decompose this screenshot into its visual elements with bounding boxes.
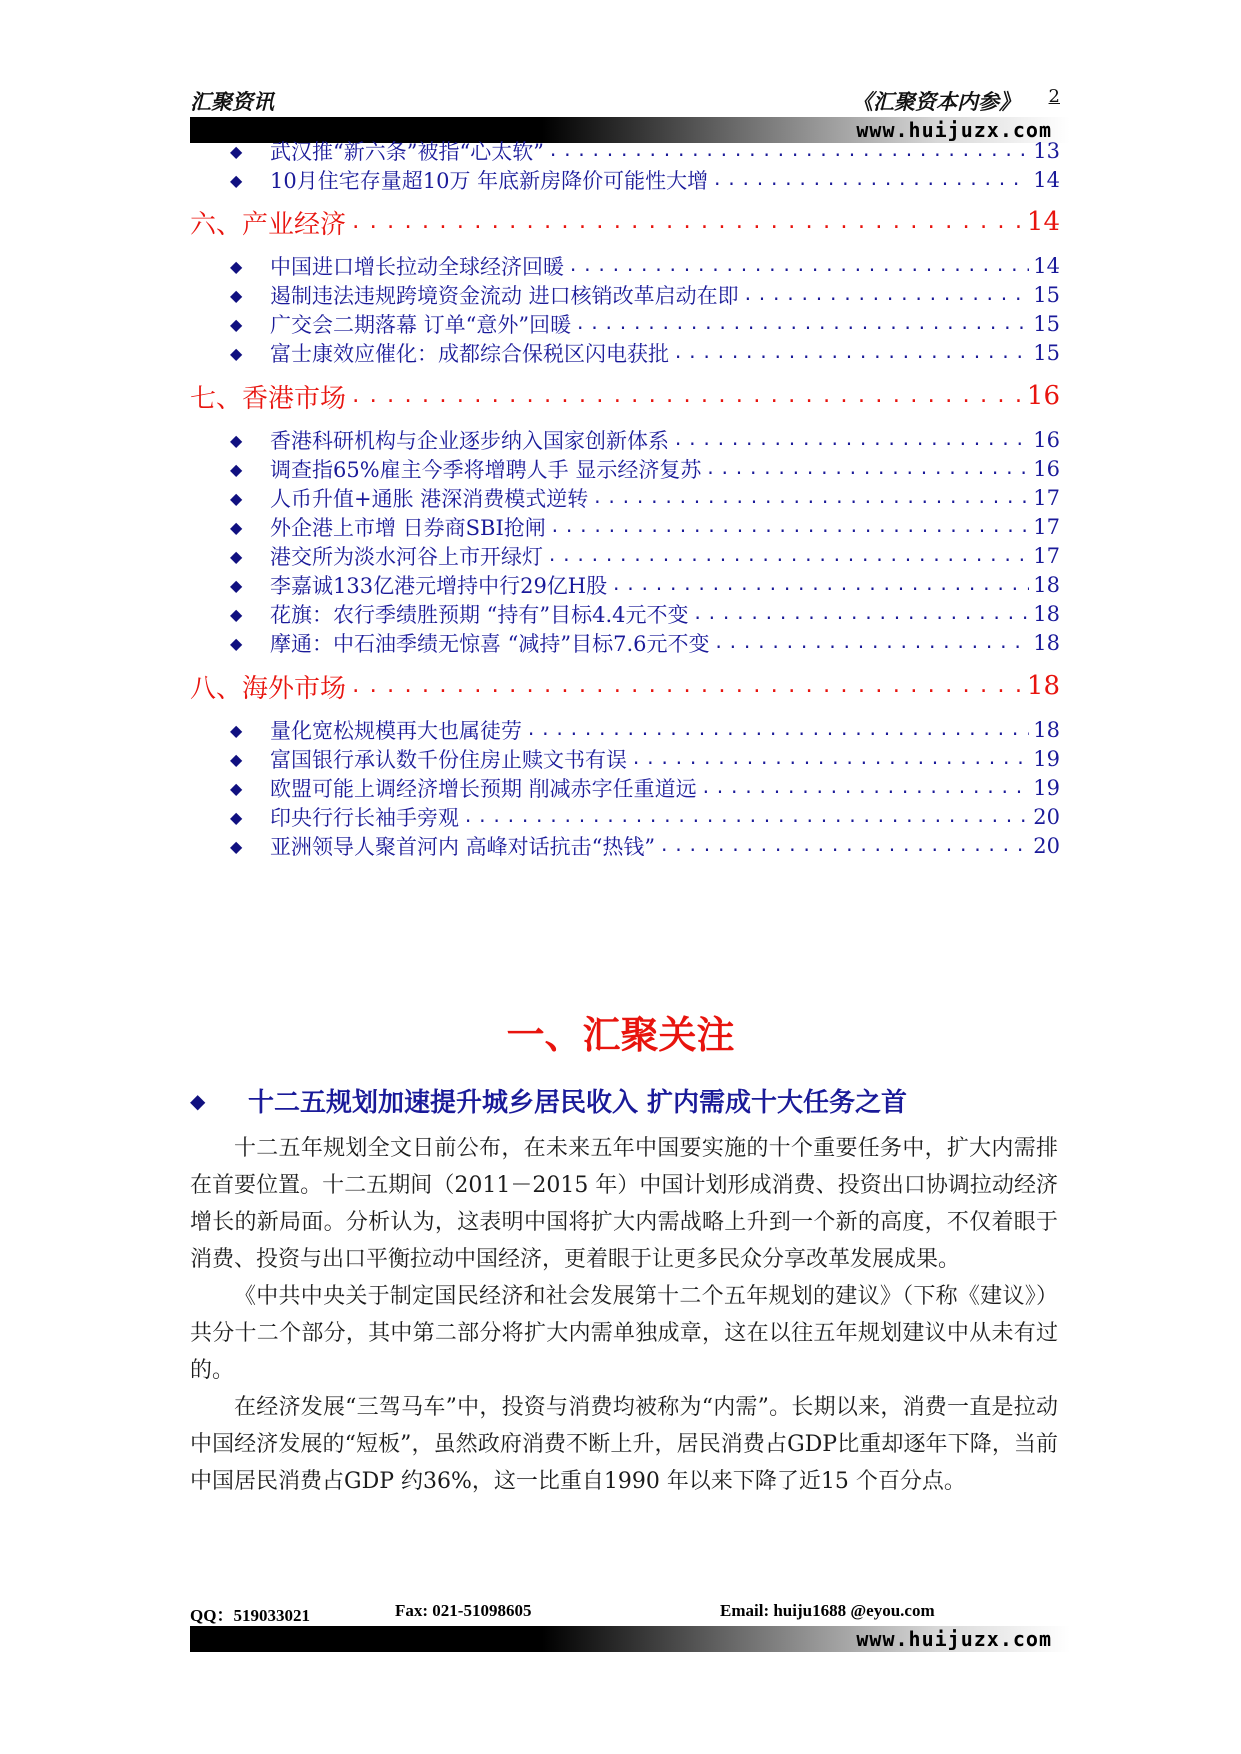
diamond-bullet-icon: ◆ — [230, 141, 243, 161]
toc-item[interactable] — [230, 628, 1060, 658]
footer-bar — [190, 1626, 1070, 1652]
footer-qq: QQ：519033021 — [190, 1606, 310, 1625]
toc-leader — [693, 604, 1030, 624]
toc-item-page: 16 — [1033, 428, 1060, 452]
diamond-bullet-icon: ◆ — [230, 546, 243, 566]
toc-item-page: 19 — [1033, 776, 1060, 800]
toc-item[interactable] — [230, 773, 1060, 803]
footer-email[interactable]: Email: huiju1688 @eyou.com — [720, 1601, 935, 1620]
toc-item-title: 港交所为淡水河谷上市开绿灯 — [270, 545, 543, 569]
toc-item[interactable] — [230, 744, 1060, 774]
toc-item[interactable] — [230, 338, 1060, 368]
toc-item-title: 香港科研机构与企业逐步纳入国家创新体系 — [270, 429, 669, 453]
toc-item-title: 外企港上市增 日券商SBI抢闸 — [270, 516, 546, 540]
toc-section-title: 八、海外市场 — [190, 673, 347, 704]
diamond-bullet-icon: ◆ — [230, 633, 243, 653]
diamond-bullet-icon: ◆ — [230, 314, 243, 334]
toc-item[interactable] — [230, 280, 1060, 310]
toc-leader — [712, 170, 1029, 190]
toc-item[interactable] — [230, 454, 1060, 484]
article-title-text: 十二五规划加速提升城乡居民收入 扩内需成十大任务之首 — [248, 1088, 908, 1118]
article-title — [190, 1082, 1060, 1119]
toc-leader — [659, 836, 1029, 856]
toc-item-title: 印央行行长袖手旁观 — [270, 806, 459, 830]
toc-item-page: 20 — [1033, 805, 1060, 829]
toc-section-title: 七、香港市场 — [190, 383, 347, 414]
article-paragraph: 《中共中央关于制定国民经济和社会发展第十二个五年规划的建议》（下称《建议》）共分十二个部分，其中第二部分将扩大内需单独成章，这在以往五年规划建议中从未有过的。 — [190, 1284, 1058, 1383]
page-footer — [190, 1601, 1060, 1625]
diamond-bullet-icon: ◆ — [230, 517, 243, 537]
toc-item[interactable] — [230, 251, 1060, 281]
diamond-bullet-icon: ◆ — [230, 778, 243, 798]
article-paragraph: 十二五年规划全文日前公布，在未来五年中国要实施的十个重要任务中，扩大内需排在首要位置。十二五期间（2011－2015 年）中国计划形成消费、投资出口协调拉动经济增长的新局面。分析认为，这表明中国将扩大内需战略上升到一个新的高度，不仅着眼于消费、投资与出口平衡拉动中国经济，更着眼于让更多民众分享改革发展成果。 — [190, 1136, 1058, 1272]
footer-fax: Fax: 021-51098605 — [395, 1601, 532, 1620]
toc-section-page: 14 — [1026, 207, 1060, 237]
toc-item[interactable] — [230, 136, 1060, 166]
toc-item-page: 14 — [1033, 254, 1060, 278]
diamond-bullet-icon: ◆ — [230, 836, 243, 856]
chapter-title: 一、汇聚关注 — [506, 1012, 735, 1057]
article-body — [190, 1130, 1058, 1500]
toc-item-title: 广交会二期落幕 订单“意外”回暖 — [270, 313, 572, 337]
toc-item-title: 花旗：农行季绩胜预期 “持有”目标4.4元不变 — [270, 603, 689, 627]
toc-item-title: 量化宽松规模再大也属徒劳 — [270, 719, 522, 743]
toc-leader — [550, 517, 1029, 537]
toc-item-page: 18 — [1033, 631, 1060, 655]
toc-item-page: 18 — [1033, 718, 1060, 742]
toc-leader — [463, 807, 1029, 827]
toc-item[interactable] — [230, 802, 1060, 832]
toc-leader — [548, 141, 1029, 161]
toc-item-title: 欧盟可能上调经济增长预期 削减赤字任重道远 — [270, 777, 697, 801]
toc-item-page: 17 — [1033, 486, 1060, 510]
toc-item-page: 14 — [1033, 168, 1060, 192]
toc-item-title: 武汉推“新六条”被指“心太软” — [270, 140, 544, 164]
diamond-bullet-icon: ◆ — [230, 720, 243, 740]
toc-leader — [592, 488, 1029, 508]
toc-leader — [350, 211, 1023, 233]
toc-leader — [743, 285, 1030, 305]
toc-item-title: 亚洲领导人聚首河内 高峰对话抗击“热钱” — [270, 835, 656, 859]
toc-item-page: 16 — [1033, 457, 1060, 481]
header-site-link[interactable]: www.huijuzx.com — [856, 118, 1052, 142]
toc-item-title: 调查指65%雇主今季将增聘人手 显示经济复苏 — [270, 458, 702, 482]
toc-item-page: 17 — [1033, 544, 1060, 568]
toc-item-page: 17 — [1033, 515, 1060, 539]
toc-leader — [350, 675, 1023, 697]
toc-leader — [673, 430, 1029, 450]
toc-section[interactable] — [190, 378, 1060, 414]
toc-section-title: 六、产业经济 — [190, 209, 347, 240]
toc-section[interactable] — [190, 204, 1060, 240]
toc-leader — [673, 343, 1029, 363]
toc-leader — [631, 749, 1029, 769]
toc-item[interactable] — [230, 309, 1060, 339]
toc-item-title: 李嘉诚133亿港元增持中行29亿H股 — [270, 574, 608, 598]
toc-item-page: 19 — [1033, 747, 1060, 771]
page-number: 2 — [1048, 86, 1060, 107]
toc-item[interactable] — [230, 425, 1060, 455]
header-publisher: 汇聚资讯 — [190, 89, 274, 114]
toc-item-page: 18 — [1033, 602, 1060, 626]
toc-leader — [714, 633, 1030, 653]
toc-leader — [575, 314, 1029, 334]
diamond-bullet-icon: ◆ — [230, 256, 243, 276]
toc-item-page: 15 — [1033, 312, 1060, 336]
toc-section-page: 18 — [1026, 671, 1060, 701]
toc-section-page: 16 — [1026, 381, 1060, 411]
diamond-bullet-icon: ◆ — [230, 430, 243, 450]
toc-item[interactable] — [230, 165, 1060, 195]
toc-leader — [568, 256, 1029, 276]
footer-site-link[interactable]: www.huijuzx.com — [856, 1627, 1052, 1651]
toc-item[interactable] — [230, 512, 1060, 542]
diamond-bullet-icon: ◆ — [230, 749, 243, 769]
toc-leader — [705, 459, 1029, 479]
toc-item-page: 18 — [1033, 573, 1060, 597]
toc-leader — [350, 385, 1023, 407]
toc-leader — [547, 546, 1029, 566]
toc-item-title: 10月住宅存量超10万 年底新房降价可能性大增 — [270, 169, 709, 193]
diamond-bullet-icon: ◆ — [230, 575, 243, 595]
diamond-bullet-icon: ◆ — [190, 1088, 206, 1113]
toc-item-title: 人币升值+通胀 港深消费模式逆转 — [270, 487, 589, 511]
toc-item[interactable] — [230, 541, 1060, 571]
diamond-bullet-icon: ◆ — [230, 343, 243, 363]
toc-item[interactable] — [230, 483, 1060, 513]
article-paragraph: 在经济发展“三驾马车”中，投资与消费均被称为“内需”。长期以来，消费一直是拉动中国经济发展的“短板”，虽然政府消费不断上升，居民消费占GDP比重却逐年下降，当前中国居民消费占GDP 约36%，这一比重自1990 年以来下降了近15 个百分点。 — [190, 1395, 1058, 1494]
toc-item-page: 20 — [1033, 834, 1060, 858]
toc-item-page: 13 — [1033, 139, 1060, 163]
toc-item-title: 富国银行承认数千份住房止赎文书有误 — [270, 748, 627, 772]
toc-item[interactable] — [230, 570, 1060, 600]
toc-leader — [611, 575, 1029, 595]
toc-section[interactable] — [190, 668, 1060, 704]
toc-leader — [701, 778, 1030, 798]
diamond-bullet-icon: ◆ — [230, 807, 243, 827]
toc-item[interactable] — [230, 715, 1060, 745]
toc-item-title: 遏制违法违规跨境资金流动 进口核销改革启动在即 — [270, 284, 739, 308]
toc-item-page: 15 — [1033, 283, 1060, 307]
diamond-bullet-icon: ◆ — [230, 604, 243, 624]
diamond-bullet-icon: ◆ — [230, 285, 243, 305]
diamond-bullet-icon: ◆ — [230, 170, 243, 190]
toc-item[interactable] — [230, 831, 1060, 861]
toc-item[interactable] — [230, 599, 1060, 629]
diamond-bullet-icon: ◆ — [230, 488, 243, 508]
toc-item-title: 富士康效应催化：成都综合保税区闪电获批 — [270, 342, 669, 366]
toc-item-page: 15 — [1033, 341, 1060, 365]
toc-item-title: 摩通：中石油季绩无惊喜 “减持”目标7.6元不变 — [270, 632, 710, 656]
toc-item-title: 中国进口增长拉动全球经济回暖 — [270, 255, 564, 279]
page-header — [190, 86, 1060, 120]
toc-leader — [526, 720, 1029, 740]
diamond-bullet-icon: ◆ — [230, 459, 243, 479]
header-publication-title: 《汇聚资本内参》 — [852, 89, 1020, 114]
